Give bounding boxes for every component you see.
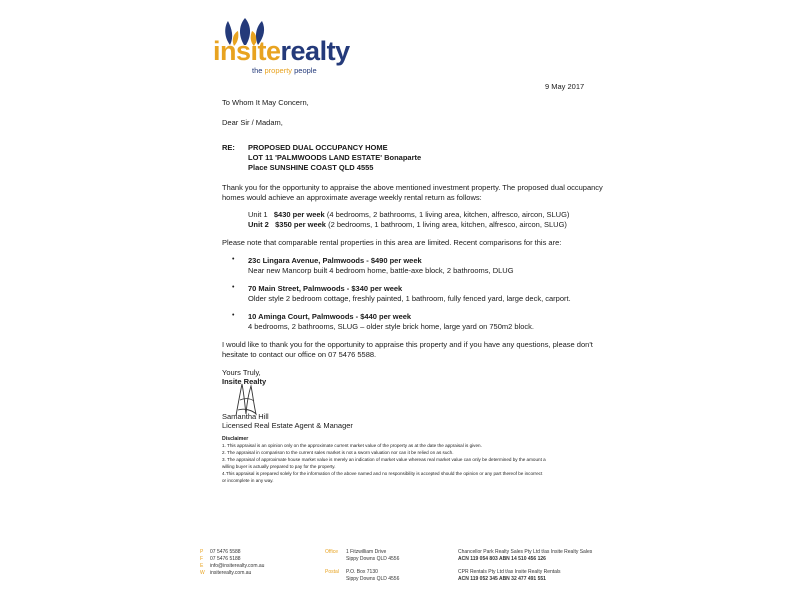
disclaimer-item: willing buyer is actually prepared to pay for the property.: [222, 464, 336, 469]
footer-company-sales-acn: ACN 119 054 803 ABN 14 510 456 126: [458, 556, 546, 562]
disclaimer-item: 4.This appraisal is prepared solely for the information of the above named and no responsibility is accepted should the opinion or any part thereof be incorrect: [222, 471, 543, 476]
logo-wordmark: [213, 36, 350, 66]
logo-tagline: the property people: [252, 66, 317, 75]
footer-company-rentals-acn: ACN 119 052 345 ABN 32 477 491 551: [458, 576, 546, 582]
comparables-intro: Please note that comparable rental properties in this area are limited. Recent comparisons for this are:: [222, 238, 562, 247]
intro-line-1: Thank you for the opportunity to appraise the above mentioned investment property. The proposed dual occupancy: [222, 183, 603, 192]
logo-word-realty: realty: [280, 36, 350, 66]
closing-line-1: I would like to thank you for the opportunity to appraise this property and if you have any questions, please don't: [222, 340, 593, 349]
signoff-yours: Yours Truly,: [222, 368, 261, 377]
disclaimer-item: or incomplete in any way.: [222, 478, 274, 483]
signoff-name: Samantha Hill: [222, 412, 269, 421]
re-line-3: Place SUNSHINE COAST QLD 4555: [248, 163, 374, 172]
intro-line-2: homes would achieve an approximate average weekly rental return as follows:: [222, 193, 482, 202]
phone-icon: P: [200, 549, 204, 555]
comparable-desc: Near new Mancorp built 4 bedroom home, battle-axe block, 2 bathrooms, DLUG: [248, 266, 514, 275]
footer-office-line: Sippy Downs QLD 4556: [346, 556, 400, 562]
fax-icon: F: [200, 556, 204, 562]
re-label: RE:: [222, 143, 235, 152]
email-icon: E: [200, 563, 204, 569]
footer-company-sales: Chancellor Park Realty Sales Pty Ltd t/as Insite Realty Sales: [458, 549, 593, 555]
footer-office-line: 1 Fitzwilliam Drive: [346, 549, 387, 555]
bullet-icon: •: [232, 256, 235, 263]
footer-postal-line: P.O. Box 7130: [346, 569, 378, 575]
letter-date: 9 May 2017: [545, 82, 585, 91]
disclaimer-item: 1. This appraisal is an opinion only on the approximate current market value of the property as at the date the appraisal is given.: [222, 443, 482, 448]
re-line-1: PROPOSED DUAL OCCUPANCY HOME: [248, 143, 388, 152]
comparable-title: 70 Main Street, Palmwoods - $340 per week: [248, 284, 403, 293]
footer-phone[interactable]: 07 5476 5588: [210, 549, 241, 555]
unit-row: Unit 2 $350 per week (2 bedrooms, 1 bathroom, 1 living area, kitchen, alfresco, aircon, SLUG): [248, 220, 567, 229]
footer-fax: 07 5476 5188: [210, 556, 241, 562]
comparable-desc: 4 bedrooms, 2 bathrooms, SLUG – older style brick home, large yard on 750m2 block.: [248, 322, 534, 331]
footer-website[interactable]: insiterealty.com.au: [210, 570, 252, 576]
comparable-title: 23c Lingara Avenue, Palmwoods - $490 per week: [248, 256, 422, 265]
re-line-2: LOT 11 'PALMWOODS LAND ESTATE' Bonaparte: [248, 153, 422, 162]
salutation-dear: Dear Sir / Madam,: [222, 118, 283, 127]
comparable-title: 10 Aminga Court, Palmwoods - $440 per week: [248, 312, 412, 321]
unit-row: Unit 1 $430 per week (4 bedrooms, 2 bathrooms, 1 living area, kitchen, alfresco, aircon, SLUG): [248, 210, 570, 219]
comparable-desc: Older style 2 bedroom cottage, freshly painted, 1 bathroom, fully fenced yard, large deck, carport.: [248, 294, 571, 303]
footer-postal-label: Postal: [325, 569, 339, 575]
footer-postal-line: Sippy Downs QLD 4556: [346, 576, 400, 582]
bullet-icon: •: [232, 312, 235, 319]
web-icon: W: [200, 570, 205, 576]
salutation-to: To Whom It May Concern,: [222, 98, 309, 107]
disclaimer-item: 3. The appraisal of approximate house market value is merely an indication of market value whereas real market value can only be determined by the amount a: [222, 457, 546, 462]
closing-line-2: hesitate to contact our office on 07 5476 5588.: [222, 350, 377, 359]
footer-email[interactable]: info@insiterealty.com.au: [210, 563, 265, 569]
footer-company-rentals: CPR Rentals Pty Ltd t/as Insite Realty Rentals: [458, 569, 561, 575]
disclaimer-title: Disclaimer: [222, 436, 249, 442]
signoff-role: Licensed Real Estate Agent & Manager: [222, 421, 353, 430]
footer-office-label: Office: [325, 549, 338, 555]
logo-word-insite: insite: [213, 36, 281, 66]
signoff-company: Insite Realty: [222, 377, 267, 386]
disclaimer-item: 2. The appraisal in comparison to the current sales market is not a sworn valuation nor can it be relied on as such.: [222, 450, 454, 455]
bullet-icon: •: [232, 284, 235, 291]
